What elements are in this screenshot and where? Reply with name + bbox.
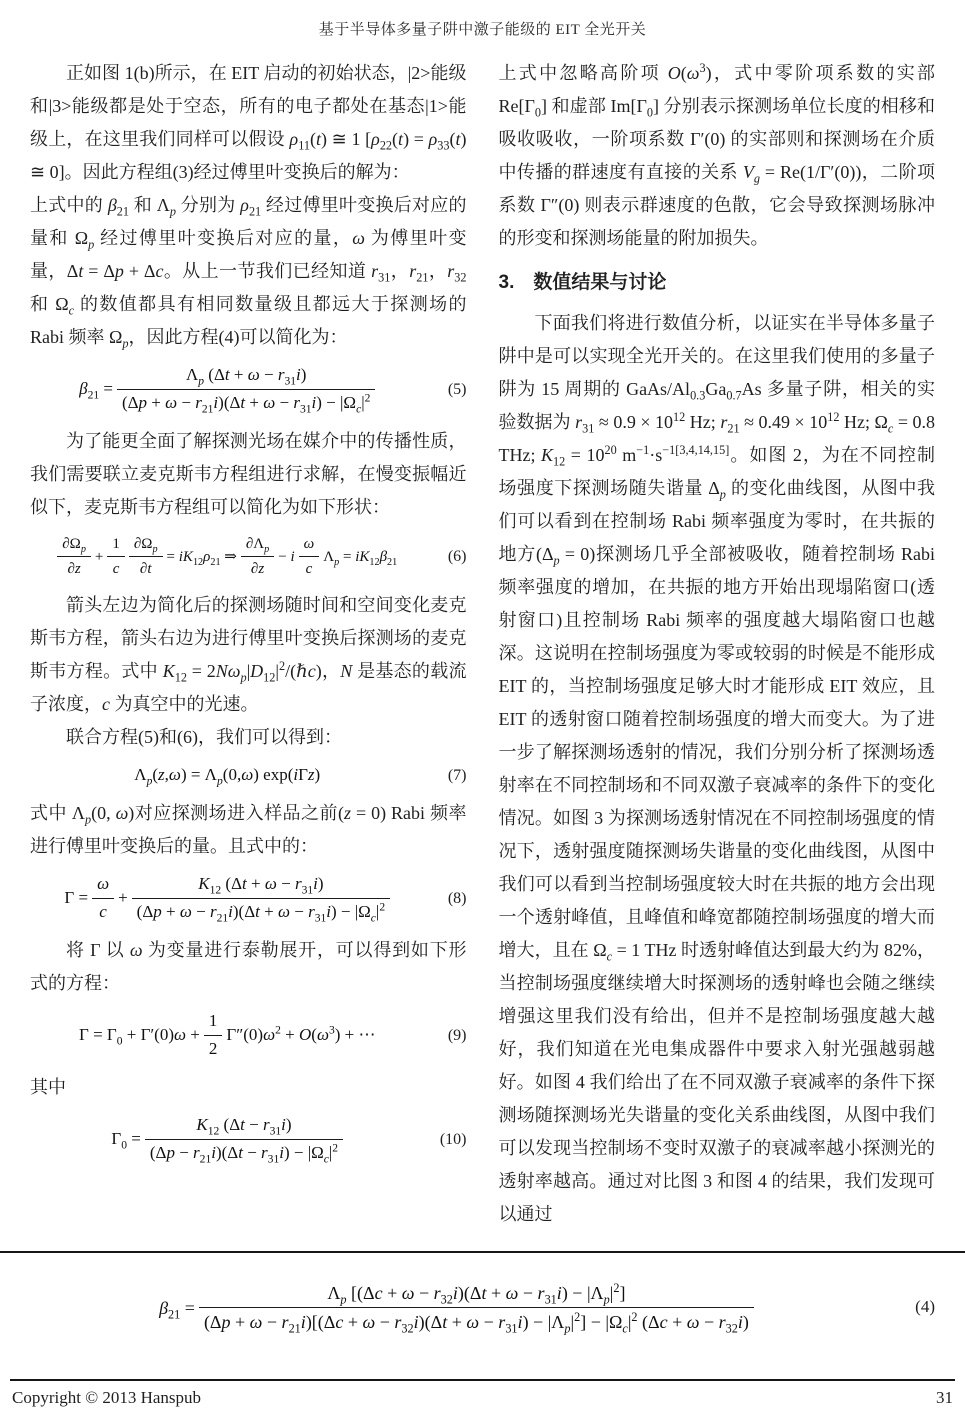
- equation-8: [30, 873, 467, 924]
- equation-9: [30, 1010, 467, 1061]
- equation-number: (7): [447, 767, 467, 785]
- equation-tail: $\Lambda_p = iK_{12}\beta_{21}$: [323, 548, 398, 568]
- fraction: [204, 1010, 223, 1061]
- fraction-numerator: 1: [204, 1010, 223, 1036]
- fraction: [57, 534, 91, 580]
- equation-lhs: Γ =: [64, 888, 89, 908]
- fraction-numerator: $K_{12}$ $(\Delta t - r_{31}i)$: [145, 1114, 343, 1140]
- equation-body: [30, 364, 425, 415]
- fraction-denominator: $(\Delta p - r_{21}i)(\Delta t - r_{31}i) - |\Omega_c|^2$: [149, 1141, 339, 1166]
- paragraph: 为了能更全面了解探测光场在媒介中的传播性质，我们需要联立麦克斯韦方程组进行求解，在慢变振幅近似下，麦克斯韦方程组可以简化为如下形状：: [30, 430, 467, 517]
- page-footer: [10, 1379, 955, 1408]
- operator: +: [118, 888, 128, 908]
- equation-tail: $\Gamma''(0)\omega^2 + O(\omega^3)$ + ⋯: [226, 1023, 376, 1045]
- fraction-denominator: c: [112, 561, 120, 578]
- equation-expression: $\Lambda_p(z,\omega) = \Lambda_p(0,\omega)$ exp(iΓz): [134, 765, 321, 788]
- equation-4: [30, 1281, 935, 1335]
- fraction-denominator: ∂z: [250, 561, 265, 578]
- paragraph: 上式中忽略高阶项 $O(\omega^3)$，式中零阶项系数的实部 $Re[\Gamma_0]$ 和虚部 $Im[\Gamma_0]$ 分别表示探测场单位长度的相移和吸收吸收，一阶项系数 Γ′(0) 的实部则和探测场在介质中传播的群速度有直接的关系 $V_g = Re(1/\Gamma'(0))$，二阶项系数 Γ″(0) 则表示群速度的色散，它会导致探测场脉冲的形变和探测场能量的附加损失。: [498, 61, 935, 248]
- fraction-numerator: ω: [92, 873, 114, 899]
- equation-lhs: $\Gamma = \Gamma_0 + \Gamma'(0)\omega$ +: [79, 1025, 200, 1048]
- equation-body: [30, 764, 425, 787]
- fraction-numerator: 1: [107, 534, 125, 557]
- equation-number: (4): [915, 1297, 935, 1317]
- paragraph: 联合方程(5)和(6)，我们可以得到：: [66, 727, 342, 748]
- equation-body: [30, 873, 425, 924]
- fraction: [92, 873, 114, 924]
- page-number: 31: [936, 1388, 953, 1407]
- equation-10: [30, 1114, 467, 1165]
- equation-number: (9): [447, 1026, 467, 1044]
- fraction-denominator: ∂z: [67, 561, 81, 578]
- fraction-numerator: ω: [299, 534, 320, 557]
- operator: − i: [278, 548, 295, 565]
- equation-body: [30, 1010, 425, 1061]
- equation-number: (6): [447, 547, 467, 565]
- equation-7: [30, 764, 467, 787]
- running-head-title: 基于半导体多量子阱中激子能级的 EIT 全光开关: [318, 22, 647, 38]
- equation-body: [30, 1281, 883, 1335]
- copyright-text: Copyright © 2013 Hanspub: [12, 1388, 202, 1407]
- section-heading: 3. 数值结果与讨论: [498, 272, 667, 293]
- paragraph: 其中: [30, 1077, 66, 1098]
- fraction: [299, 534, 320, 580]
- fraction-denominator: $(\Delta p + \omega - r_{21}i)[(\Delta c + \omega - r_{32}i)(\Delta t + \omega - r_{31}i) - |\Lambda_p|^2] - |\Omega_c|^2$ $(\Delta c + \omega - r_{32}i)$: [203, 1310, 749, 1336]
- paragraph: 下面我们将进行数值分析，以证实在半导体多量子阱中是可以实现全光开关的。在这里我们使用的多量子阱为 15 周期的 GaAs/$Al_{0.3}Ga_{0.7}As$ 多量子阱，相关的实验数据为 $r_{31} \approx 0.9 \times 10^{12}$ Hz; $r_{21} \approx 0.49 \times 10^{12}$ Hz; $\Omega_c = 0.8$ THz; $K_{12} = 10^{20}$ $m^{-1}\cdot s^{-1[3,4,14,15]}$。如图 2，为在不同控制场强度下探测场随失谐量 $\Delta_p$ 的变化曲线图，从图中我们可以看到在控制场 Rabi 频率强度为零时，在共振的地方$(\Delta_p = 0)$探测场几乎全部被吸收，随着控制场 Rabi 频率强度的增加，在共振的地方开始出现塌陷窗口(透射窗口)且控制场 Rabi 频率的强度越大塌陷窗口也越深。这说明在控制场强度为零或较弱的时候是不能形成 EIT 的，当控制场强度足够大时才能形成 EIT 效应，且 EIT 的透射窗口随着控制场强度的增大而变大。为了进一步了解探测场透射的情况，我们分别分析了探测场透射率在不同控制场和不同双激子衰减率的条件下的变化情况。如图 3 为探测场透射情况在不同控制场强度的情况下，透射强度随探测场失谐量的变化曲线图，从图中我们可以看到当控制场强度较大时在共振的地方会出现一个透射峰值，且峰值和峰宽都随控制场强度的增大而增大，且在 $\Omega_c = 1$ THz 时透射峰值达到最大约为 82%，当控制场强度继续增大时探测场的透射峰也会随之继续增强这里我们没有给出，但并不是控制场强度越大越好，我们知道在光电集成器件中要求入射光强越弱越好。如图 4 我们给出了在不同双激子衰减率的条件下探测场随探测场光失谐量的变化关系曲线图，从图中我们可以发现当控制场不变时双激子的衰减率越小探测光的透射率越高。通过对比图 3 和图 4 的结果，我们发现可以通过: [498, 313, 935, 1225]
- paragraph: 箭头左边为简化后的探测场随时间和空间变化麦克斯韦方程，箭头右边为进行傅里叶变换后探测场的麦克斯韦方程。式中 $K_{12}$ = $2N\omega_p|D_{12}|^2/(\hbar c)$，N 是基态的载流子浓度，c 为真空中的光速。: [30, 595, 467, 715]
- operator: +: [94, 548, 104, 565]
- fraction-denominator: ∂t: [139, 561, 152, 578]
- equation-middle: = $iK_{12}\rho_{21}$ ⇒: [166, 548, 237, 568]
- two-column-body: [30, 57, 935, 1249]
- fraction: [117, 364, 375, 415]
- fraction-numerator: $\partial\Lambda_p$: [241, 534, 274, 557]
- fraction-denominator: 2: [208, 1039, 218, 1059]
- equation-6: [30, 534, 467, 580]
- fraction: [241, 534, 274, 580]
- equation-number: (5): [447, 380, 467, 398]
- equation-lhs: $\Gamma_0$ =: [111, 1129, 141, 1152]
- fraction-denominator: c: [99, 902, 107, 922]
- equation-lhs: $\beta_{21}$ =: [159, 1297, 195, 1322]
- fraction: [129, 534, 163, 580]
- left-column: [30, 57, 467, 1249]
- separator-rule: [0, 1251, 965, 1253]
- equation-number: (8): [447, 889, 467, 907]
- equation-lhs: $\beta_{21}$ =: [79, 378, 113, 402]
- equation-5: [30, 364, 467, 415]
- equation-body: [30, 1114, 425, 1165]
- fraction: [199, 1281, 754, 1335]
- fraction: [132, 873, 390, 924]
- fraction: [107, 534, 125, 580]
- paragraph: 上式中的 $\beta_{21}$ 和 $\Lambda_p$ 分别为 $\rho_{21}$ 经过傅里叶变换后对应的量和 $\Omega_p$ 经过傅里叶变换后对应的量，ω 为傅里叶变量，Δt = Δp + Δc。从上一节我们已经知道 $r_{31}$，$r_{21}$，$r_{32}$ 和 $\Omega_c$ 的数值都具有相同数量级且都远大于探测场的 Rabi 频率 $\Omega_p$，因此方程(4)可以简化为：: [30, 195, 467, 351]
- fraction: [145, 1114, 343, 1165]
- fraction-numerator: $K_{12}$ $(\Delta t + \omega - r_{31}i)$: [132, 873, 390, 899]
- fraction-numerator: $\Lambda_p$ $[(\Delta c + \omega - r_{32}i)(\Delta t + \omega - r_{31}i) - |\Lambda_p|^2]$: [199, 1281, 754, 1308]
- right-column: [499, 57, 936, 1249]
- equation-body: [30, 534, 425, 580]
- fraction-denominator: $(\Delta p + \omega - r_{21}i)(\Delta t + \omega - r_{31}i) - |\Omega_c|^2$: [136, 900, 386, 925]
- fraction-numerator: $\partial\Omega_p$: [57, 534, 91, 557]
- fraction-denominator: $(\Delta p + \omega - r_{21}i)(\Delta t + \omega - r_{31}i) - |\Omega_c|^2$: [121, 391, 371, 416]
- fraction-numerator: $\partial\Omega_p$: [129, 534, 163, 557]
- fraction-denominator: c: [305, 561, 313, 578]
- paragraph: 式中 $\Lambda_p(0$, ω)对应探测场进入样品之前(z = 0) Rabi 频率进行傅里叶变换后的量。且式中的：: [30, 803, 467, 857]
- paragraph: 正如图 1(b)所示，在 EIT 启动的初始状态，|2>能级和|3>能级都是处于空态，所有的电子都处在基态|1>能级上，在这里我们同样可以假设 $\rho_{11}(t)$ ≅ 1 [$\rho_{22}(t) = \rho_{33}(t)$ ≅ 0]。因此方程组(3)经过傅里叶变换后的解为：: [30, 63, 467, 182]
- equation-number: (10): [439, 1130, 467, 1148]
- paragraph: 将 Γ 以 ω 为变量进行泰勒展开，可以得到如下形式的方程：: [30, 940, 467, 994]
- fraction-numerator: $\Lambda_p$ $(\Delta t + \omega - r_{31}i)$: [117, 364, 375, 390]
